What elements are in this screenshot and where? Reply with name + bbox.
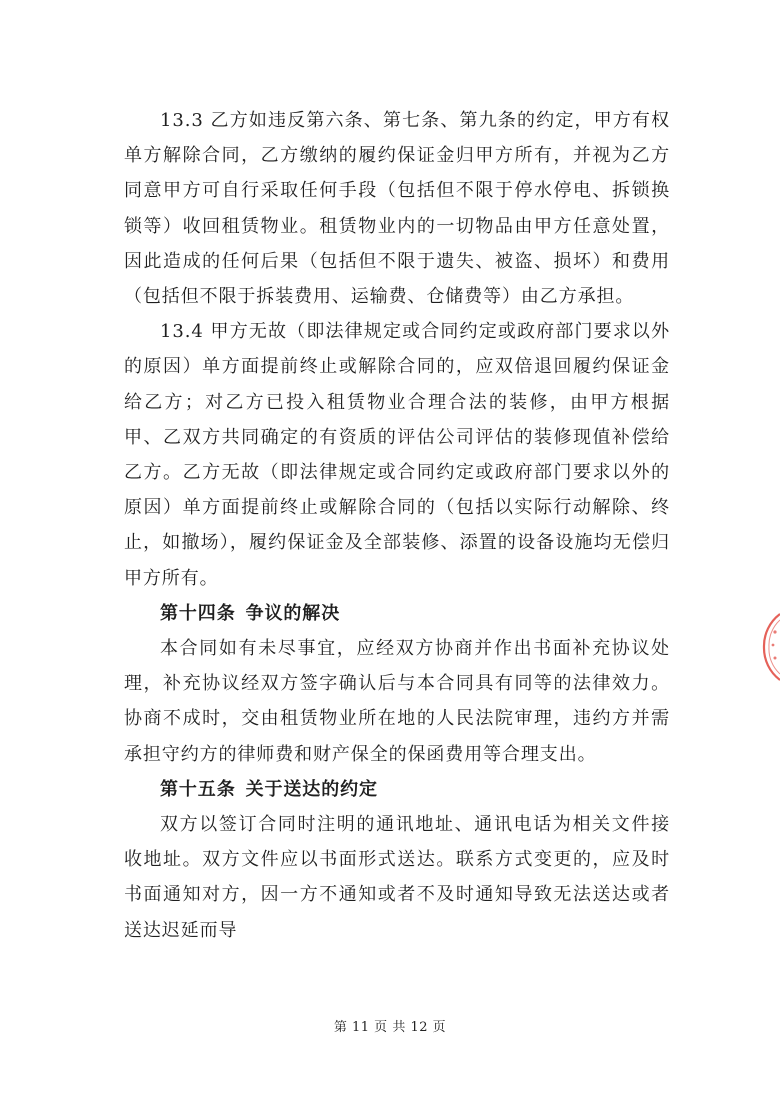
- page-number-footer: 第 11 页 共 12 页: [333, 1020, 447, 1035]
- clause-13-4: 13.4 甲方无故（即法律规定或合同约定或政府部门要求以外的原因）单方面提前终止或解除合同的，应双倍退回履约保证金给乙方；对乙方已投入租赁物业合理合法的装修，由甲方根据甲、乙双方共同确定的有资质的评估公司评估的装修现值补偿给乙方。乙方无故（即法律规定或合同约定或政府部门要求以外的原因）单方面提前终止或解除合同的（包括以实际行动解除、终止，如撤场），履约保证金及全部装修、添置的设备设施均无偿归甲方所有。: [124, 321, 670, 589]
- seal-stamp-edge: [758, 612, 780, 682]
- document-body: [124, 103, 670, 948]
- article-14-number: 第十四条: [160, 602, 236, 624]
- article-15-number: 第十五条: [160, 778, 236, 800]
- article-15-text: 双方以签订合同时注明的通讯地址、通讯电话为相关文件接收地址。双方文件应以书面形式送达。联系方式变更的，应及时书面通知对方，因一方不通知或者不及时通知导致无法送达或者送达迟延而导: [124, 814, 670, 941]
- article-15-title: 关于送达的约定: [245, 778, 378, 800]
- clause-13-3: 13.3 乙方如违反第六条、第七条、第九条的约定，甲方有权单方解除合同，乙方缴纳的履约保证金归甲方所有，并视为乙方同意甲方可自行采取任何手段（包括但不限于停水停电、拆锁换锁等）收回租赁物业。租赁物业内的一切物品由甲方任意处置，因此造成的任何后果（包括但不限于遗失、被盗、损坏）和费用（包括但不限于拆装费用、运输费、仓储费等）由乙方承担。: [124, 110, 670, 308]
- article-15-heading: [124, 772, 670, 807]
- article-14-heading: [124, 596, 670, 631]
- article-14-text: 本合同如有未尽事宜，应经双方协商并作出书面补充协议处理，补充协议经双方签字确认后与本合同具有同等的法律效力。协商不成时，交由租赁物业所在地的人民法院审理，违约方并需承担守约方的律师费和财产保全的保函费用等合理支出。: [124, 638, 670, 765]
- article-14-title: 争议的解决: [245, 602, 341, 624]
